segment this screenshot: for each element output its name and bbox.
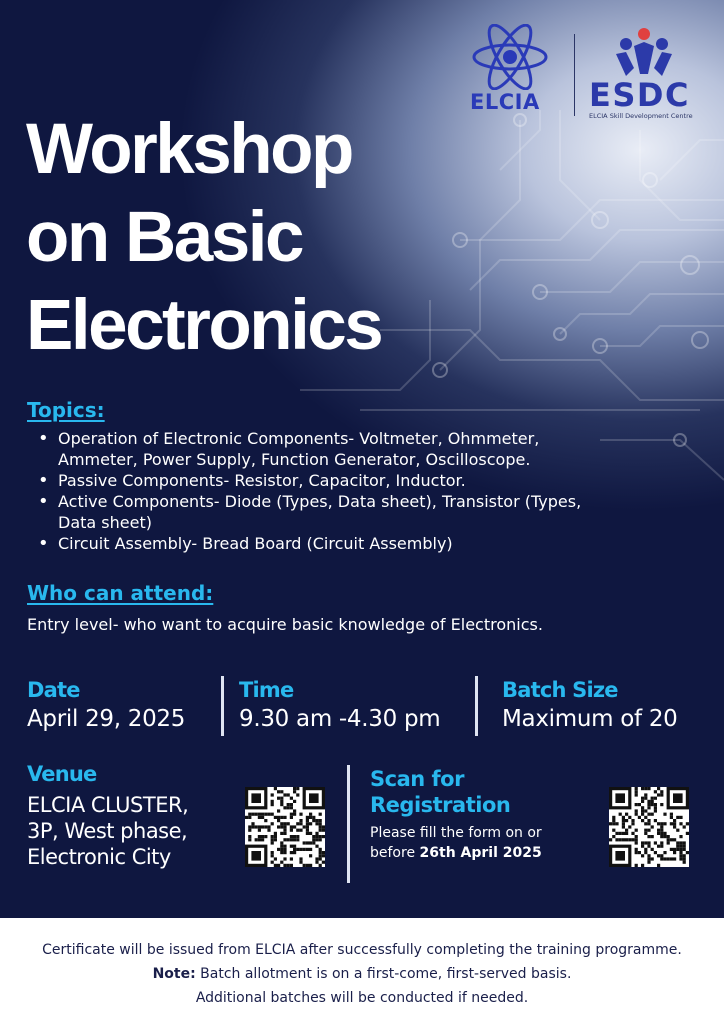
note-text: Batch allotment is on a first-come, first-served basis.: [195, 966, 572, 982]
additional-batches-note: Additional batches will be conducted if needed.: [195, 990, 529, 1006]
registration-qr-code[interactable]: [609, 787, 689, 867]
title-line: Workshop: [26, 110, 352, 189]
qr-code-icon: [609, 787, 689, 867]
batch-size-value: Maximum of 20: [502, 706, 678, 732]
page-title: [26, 106, 496, 370]
batch-size-label: Batch Size: [502, 678, 618, 702]
divider: [221, 676, 224, 736]
footer: [0, 918, 724, 1024]
topic-line: • Circuit Assembly- Bread Board (Circuit Assembly): [58, 534, 453, 553]
registration-deadline: 26th April 2025: [419, 845, 542, 861]
registration-heading: [370, 766, 510, 818]
topic-item: [36, 533, 706, 554]
date-value: April 29, 2025: [27, 706, 186, 732]
venue-qr-code[interactable]: [245, 787, 325, 867]
divider: [347, 765, 350, 883]
elcia-logo-text: ELCIA: [470, 90, 540, 114]
topics-heading: Topics:: [27, 398, 105, 422]
venue-address: [27, 792, 188, 870]
venue-label: Venue: [27, 762, 97, 786]
qr-code-icon: [245, 787, 325, 867]
venue-line: Electronic City: [27, 845, 171, 869]
registration-heading-line: Registration: [370, 793, 511, 817]
registration-text: Please fill the form on or: [370, 825, 542, 841]
atom-icon: [470, 24, 550, 90]
registration-heading-line: Scan for: [370, 767, 464, 791]
time-label: Time: [239, 678, 294, 702]
logo-divider: [574, 34, 575, 116]
batch-note: [0, 966, 724, 982]
topic-line: • Active Components- Diode (Types, Data sheet), Transistor (Types,: [58, 492, 582, 511]
topic-item: [36, 470, 706, 491]
date-label: Date: [27, 678, 80, 702]
topic-line: Ammeter, Power Supply, Function Generator, Oscilloscope.: [58, 450, 531, 469]
divider: [475, 676, 478, 736]
topic-line: Data sheet): [58, 513, 152, 532]
title-line: on Basic: [26, 198, 302, 277]
esdc-logo-subtitle: ELCIA Skill Development Centre: [589, 112, 693, 120]
registration-instructions: [370, 823, 542, 863]
venue-line: 3P, West phase,: [27, 819, 188, 843]
topic-item: [36, 428, 706, 470]
topic-line: • Operation of Electronic Components- Voltmeter, Ohmmeter,: [58, 429, 540, 448]
people-icon: [612, 24, 676, 82]
audience-heading: Who can attend:: [27, 581, 214, 605]
esdc-logo-text: ESDC: [589, 76, 690, 114]
note-label: Note:: [152, 966, 196, 982]
title-line: Electronics: [26, 286, 382, 365]
audience-text: Entry level- who want to acquire basic knowledge of Electronics.: [27, 615, 543, 634]
time-value: 9.30 am -4.30 pm: [239, 706, 441, 732]
registration-text-prefix: before: [370, 845, 420, 861]
topic-item: [36, 491, 706, 533]
certificate-notice: Certificate will be issued from ELCIA after successfully completing the training programme.: [42, 942, 682, 958]
registration-deadline-line: [370, 843, 542, 863]
topic-line: • Passive Components- Resistor, Capacitor, Inductor.: [58, 471, 466, 490]
topics-list: [36, 428, 706, 554]
venue-line: ELCIA CLUSTER,: [27, 793, 189, 817]
